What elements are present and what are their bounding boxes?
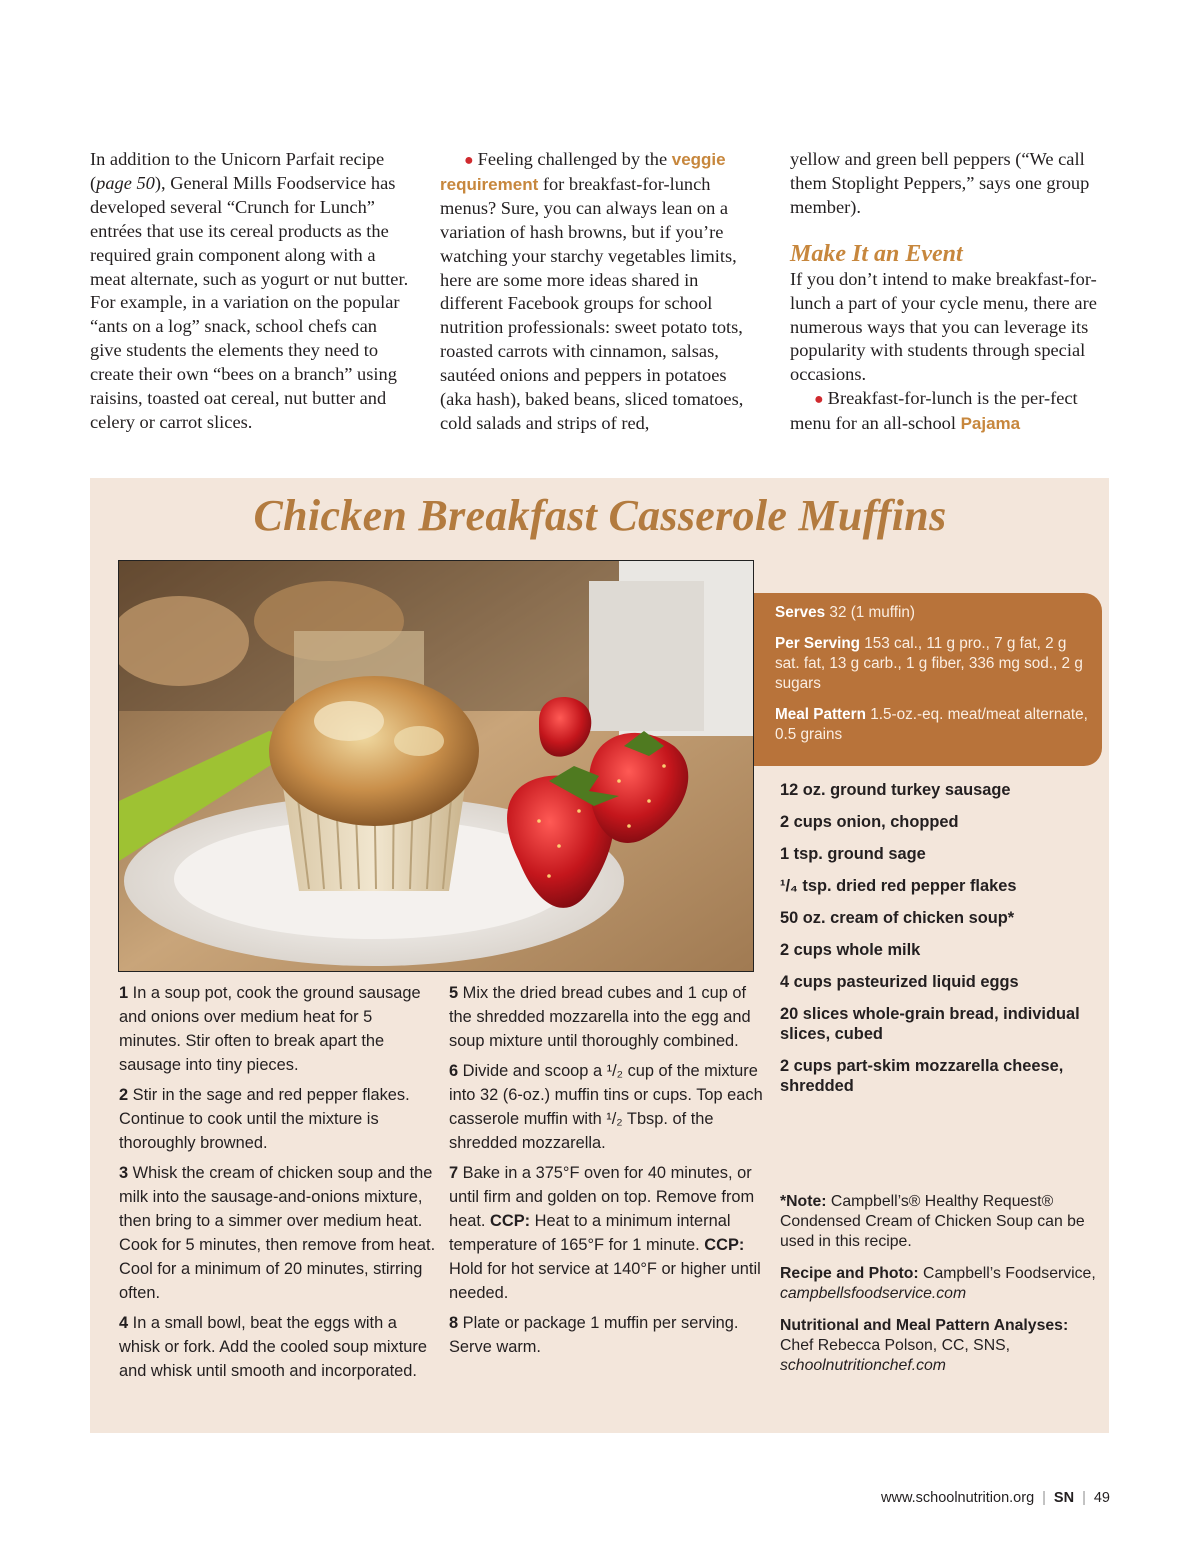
ingredient-item: 2 cups onion, chopped: [780, 813, 959, 831]
article-paragraph: ● Breakfast-for-lunch is the per-fect menu for an all-school Pajama: [790, 388, 1078, 434]
bullet-icon: ●: [814, 391, 824, 409]
ingredients-list: [780, 780, 1100, 1108]
article-paragraph: In addition to the Unicorn Parfait recipe (page 50), General Mills Foodservice has developed several “Crunch for Lunch” entrées that use its cereal products as the required grain component along with a meat alternate, such as yogurt or nut butter. For example, in a variation on the popular “ants on a log” snack, school chefs can give students the elements they need to create their own “bees on a branch” using raisins, toasted oat cereal, nut butter and celery or carrot slices.: [90, 149, 409, 432]
highlight-term: Pajama: [960, 414, 1021, 434]
footer-brand: SN: [1053, 1490, 1075, 1506]
highlight-term: veggie requirement: [440, 150, 726, 194]
serves-line: Serves 32 (1 muffin): [775, 604, 916, 621]
ingredient-item: 20 slices whole-grain bread, individual slices, cubed: [780, 1005, 1080, 1043]
footer-url: www.schoolnutrition.org: [881, 1490, 1035, 1506]
ingredient-item: 2 cups whole milk: [780, 941, 921, 959]
recipe-step: 1 In a soup pot, cook the ground sausage and onions over medium heat for 5 minutes. Stir often to break apart the sausage into tiny pieces.: [119, 984, 421, 1074]
photo-credit: Recipe and Photo: Campbell’s Foodservice, campbellsfoodservice.com: [780, 1265, 1096, 1302]
article-paragraph: yellow and green bell peppers (“We call them Stoplight Peppers,” says one group member).: [790, 149, 1090, 217]
page-footer: [881, 1490, 1110, 1506]
recipe-title: Chicken Breakfast Casserole Muffins: [253, 491, 947, 540]
note-line: *Note: Campbell’s® Healthy Request® Condensed Cream of Chicken Soup can be used in this recipe.: [780, 1193, 1085, 1250]
recipe-notes: [780, 1192, 1100, 1388]
ingredient-item: ¹/₄ tsp. dried red pepper flakes: [780, 877, 1017, 895]
recipe-step: 7 Bake in a 375°F oven for 40 minutes, or until firm and golden on top. Remove from heat. CCP: Heat to a minimum internal temperature of 165°F for 1 minute. CCP: Hold for hot service at 140°F or higher until needed.: [449, 1164, 761, 1302]
analysis-credit: Nutritional and Meal Pattern Analyses: Chef Rebecca Polson, CC, SNS, schoolnutritionchef.com: [780, 1317, 1069, 1374]
article-paragraph: ● Feeling challenged by the veggie requirement for breakfast-for-lunch menus? Sure, you can always lean on a variation of hash browns, but if you’re watching your starchy vegetables limits, here are some more ideas shared in different Facebook groups for school nutrition professionals: sweet potato tots, roasted carrots with cinnamon, salsas, sautéed onions and peppers in potatoes (aka hash), baked beans, sliced tomatoes, cold salads and strips of red,: [440, 149, 744, 433]
nutrition-box: [754, 593, 1102, 766]
bullet-icon: ●: [464, 152, 474, 169]
per-serving-line: Per Serving 153 cal., 11 g pro., 7 g fat, 2 g sat. fat, 13 g carb., 1 g fiber, 336 mg sod., 2 g sugars: [775, 635, 1083, 692]
recipe-step: 8 Plate or package 1 muffin per serving. Serve warm.: [449, 1314, 739, 1356]
section-subhead: Make It an Event: [790, 240, 963, 267]
article-column-3: [790, 148, 1112, 436]
page-number: 49: [1093, 1490, 1110, 1506]
meal-pattern-line: Meal Pattern 1.5-oz.-eq. meat/meat alternate, 0.5 grains: [775, 706, 1088, 743]
recipe-step: 5 Mix the dried bread cubes and 1 cup of the shredded mozzarella into the egg and soup mixture until thoroughly combined.: [449, 984, 751, 1050]
article-column-2: [440, 148, 762, 436]
credit-link: schoolnutritionchef.com: [780, 1357, 946, 1374]
footer-separator: |: [1042, 1490, 1046, 1506]
footer-separator: |: [1082, 1490, 1086, 1506]
muffin-illustration: [119, 561, 754, 972]
ingredient-item: 2 cups part-skim mozzarella cheese, shredded: [780, 1057, 1064, 1095]
ingredient-item: 12 oz. ground turkey sausage: [780, 781, 1011, 799]
article-column-1: [90, 148, 412, 435]
ingredient-item: 50 oz. cream of chicken soup*: [780, 909, 1015, 927]
page-reference: page 50: [96, 172, 155, 193]
steps-column-left: [119, 981, 437, 1389]
steps-column-right: [449, 981, 767, 1365]
recipe-step: 2 Stir in the sage and red pepper flakes. Continue to cook until the mixture is thoroughly browned.: [119, 1086, 410, 1152]
ingredient-item: 4 cups pasteurized liquid eggs: [780, 973, 1019, 991]
ingredient-item: 1 tsp. ground sage: [780, 845, 926, 863]
recipe-step: 3 Whisk the cream of chicken soup and the milk into the sausage-and-onions mixture, then bring to a simmer over medium heat. Cook for 5 minutes, then remove from heat. Cool for a minimum of 20 minutes, stirring often.: [119, 1164, 436, 1302]
article-paragraph: If you don’t intend to make breakfast-for-lunch a part of your cycle menu, there are numerous ways that you can leverage its popularity with students through special occasions.: [790, 268, 1097, 385]
recipe-photo: [118, 560, 754, 972]
recipe-step: 4 In a small bowl, beat the eggs with a whisk or fork. Add the cooled soup mixture and whisk until smooth and incorporated.: [119, 1314, 427, 1380]
recipe-step: 6 Divide and scoop a ¹/₂ cup of the mixture into 32 (6-oz.) muffin tins or cups. Top each casserole muffin with ¹/₂ Tbsp. of the shredded mozzarella.: [449, 1062, 763, 1152]
credit-link: campbellsfoodservice.com: [780, 1285, 967, 1302]
